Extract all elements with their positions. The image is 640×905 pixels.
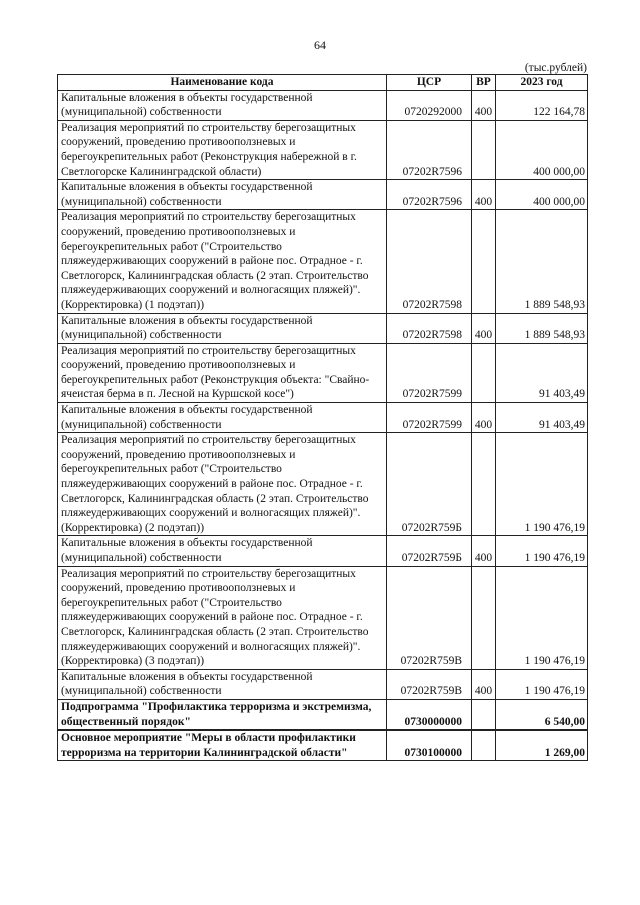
units-label: (тыс.рублей) <box>524 62 587 74</box>
row-vr-cell: 400 <box>472 90 496 120</box>
row-sum-cell: 1 889 548,93 <box>496 313 588 343</box>
page-number: 64 <box>314 38 326 52</box>
row-name-cell: Реализация мероприятий по строительству берегозащитных сооружений, проведению противооползневых и берегоукрепительных работ (Реконструкция набережной в г. Светлогорске Калининградской области) <box>58 120 387 179</box>
row-csr-cell: 07202R7599 <box>387 343 472 402</box>
row-sum-cell: 1 190 476,19 <box>496 433 588 536</box>
table-header-row <box>58 75 588 91</box>
row-csr-cell: 07202R759В <box>387 566 472 669</box>
row-sum-cell: 6 540,00 <box>496 699 588 730</box>
header-vr: ВР <box>472 75 496 91</box>
row-vr-cell: 400 <box>472 403 496 433</box>
row-sum-cell: 1 190 476,19 <box>496 536 588 566</box>
table-row <box>58 90 588 120</box>
row-sum-cell: 1 889 548,93 <box>496 210 588 313</box>
row-vr-cell <box>472 566 496 669</box>
row-csr-cell: 0730100000 <box>387 730 472 761</box>
table-row <box>58 730 588 761</box>
header-csr: ЦСР <box>387 75 472 91</box>
table-body <box>58 90 588 761</box>
row-sum-cell: 1 190 476,19 <box>496 566 588 669</box>
table-row <box>58 343 588 402</box>
row-sum-cell: 91 403,49 <box>496 343 588 402</box>
table-row <box>58 210 588 313</box>
header-year: 2023 год <box>496 75 588 91</box>
table-row <box>58 120 588 179</box>
header-name: Наименование кода <box>58 75 387 91</box>
row-vr-cell <box>472 730 496 761</box>
row-vr-cell <box>472 433 496 536</box>
row-name-cell: Капитальные вложения в объекты государственной (муниципальной) собственности <box>58 313 387 343</box>
row-name-cell: Капитальные вложения в объекты государственной (муниципальной) собственности <box>58 180 387 210</box>
row-csr-cell: 0730000000 <box>387 699 472 730</box>
row-csr-cell: 07202R759Б <box>387 433 472 536</box>
row-vr-cell: 400 <box>472 669 496 699</box>
row-name-cell: Реализация мероприятий по строительству берегозащитных сооружений, проведению противооползневых и берегоукрепительных работ (Реконструкция объекта: "Свайно-ячеистая берма в п. Лесной на Куршской косе") <box>58 343 387 402</box>
table-row <box>58 403 588 433</box>
row-name-cell: Капитальные вложения в объекты государственной (муниципальной) собственности <box>58 403 387 433</box>
row-csr-cell: 07202R7596 <box>387 120 472 179</box>
row-name-cell: Капитальные вложения в объекты государственной (муниципальной) собственности <box>58 669 387 699</box>
row-csr-cell: 07202R7596 <box>387 180 472 210</box>
row-csr-cell: 07202R759Б <box>387 536 472 566</box>
row-name-cell: Реализация мероприятий по строительству берегозащитных сооружений, проведению противооползневых и берегоукрепительных работ ("Строительство пляжеудерживающих сооружений в районе пос. Отрадное - г. Светлогорск, Калининградская область (2 этап. Строительство пляжеудерживающих сооружений и волногасящих пляжей)". (Корректировка) (2 подэтап)) <box>58 433 387 536</box>
table-row <box>58 566 588 669</box>
row-name-cell: Основное мероприятие "Меры в области профилактики терроризма на территории Калининградской области" <box>58 730 387 761</box>
row-sum-cell: 1 190 476,19 <box>496 669 588 699</box>
table-row <box>58 699 588 730</box>
row-sum-cell: 1 269,00 <box>496 730 588 761</box>
row-sum-cell: 122 164,78 <box>496 90 588 120</box>
row-csr-cell: 0720292000 <box>387 90 472 120</box>
row-vr-cell <box>472 343 496 402</box>
table-row <box>58 536 588 566</box>
row-sum-cell: 400 000,00 <box>496 120 588 179</box>
row-vr-cell: 400 <box>472 180 496 210</box>
budget-table <box>57 74 588 761</box>
row-vr-cell <box>472 210 496 313</box>
row-sum-cell: 91 403,49 <box>496 403 588 433</box>
row-csr-cell: 07202R759В <box>387 669 472 699</box>
row-sum-cell: 400 000,00 <box>496 180 588 210</box>
table-row <box>58 433 588 536</box>
row-vr-cell <box>472 120 496 179</box>
row-vr-cell <box>472 699 496 730</box>
row-csr-cell: 07202R7598 <box>387 313 472 343</box>
row-name-cell: Реализация мероприятий по строительству берегозащитных сооружений, проведению противооползневых и берегоукрепительных работ ("Строительство пляжеудерживающих сооружений в районе пос. Отрадное - г. Светлогорск, Калининградская область (2 этап. Строительство пляжеудерживающих сооружений и волногасящих пляжей)". (Корректировка) (1 подэтап)) <box>58 210 387 313</box>
table-row <box>58 669 588 699</box>
row-name-cell: Реализация мероприятий по строительству берегозащитных сооружений, проведению противооползневых и берегоукрепительных работ ("Строительство пляжеудерживающих сооружений в районе пос. Отрадное - г. Светлогорск, Калининградская область (2 этап. Строительство пляжеудерживающих сооружений и волногасящих пляжей)". (Корректировка) (3 подэтап)) <box>58 566 387 669</box>
row-name-cell: Подпрограмма "Профилактика терроризма и экстремизма, общественный порядок" <box>58 699 387 730</box>
row-name-cell: Капитальные вложения в объекты государственной (муниципальной) собственности <box>58 90 387 120</box>
row-name-cell: Капитальные вложения в объекты государственной (муниципальной) собственности <box>58 536 387 566</box>
table-row <box>58 313 588 343</box>
row-vr-cell: 400 <box>472 536 496 566</box>
row-vr-cell: 400 <box>472 313 496 343</box>
row-csr-cell: 07202R7599 <box>387 403 472 433</box>
row-csr-cell: 07202R7598 <box>387 210 472 313</box>
table-row <box>58 180 588 210</box>
